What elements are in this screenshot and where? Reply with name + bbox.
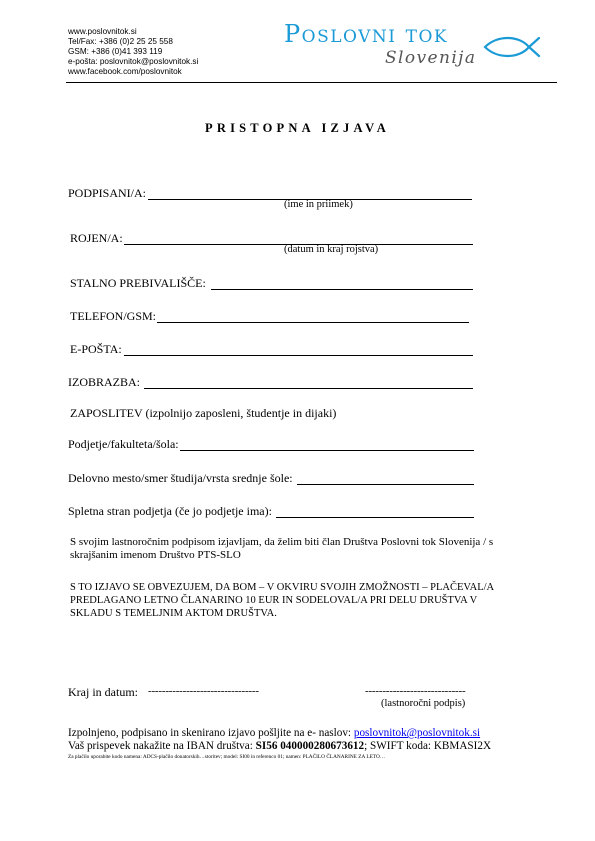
place-date-label: Kraj in datum: xyxy=(68,685,138,699)
send-text: Izpolnjeno, podpisano in skenirano izjavo pošljite na e- naslov: xyxy=(68,727,354,739)
rojen-hint: (datum in kraj rojstva) xyxy=(284,244,379,255)
spletna-label: Spletna stran podjetja (če jo podjetje ima): xyxy=(68,504,272,518)
send-instructions xyxy=(68,727,480,740)
contact-facebook[interactable]: www.facebook.com/poslovnitok xyxy=(68,67,182,77)
payment-note: Za plačilo uporabite kodo namena: ADCS-plačilo donatorskih…storitev; model: SI00 in referenco 01; namen: PLAČILO ČLANARINE ZA LETO… xyxy=(68,754,386,760)
header-divider xyxy=(66,82,557,83)
prebivalisce-label: STALNO PREBIVALIŠČE: xyxy=(70,276,206,290)
podpisani-hint: (ime in priimek) xyxy=(284,199,353,210)
contact-telfax: Tel/Fax: +386 (0)2 25 25 558 xyxy=(68,37,173,47)
contact-email[interactable]: e-pošta: poslovnitok@poslovnitok.si xyxy=(68,57,199,67)
telefon-field[interactable] xyxy=(157,322,469,323)
podjetje-field[interactable] xyxy=(180,450,474,451)
logo-title: Poslovni tok xyxy=(284,20,449,48)
signature-field[interactable]: ----------------------------- xyxy=(365,685,466,697)
fish-icon xyxy=(483,34,541,60)
payment-instructions xyxy=(68,740,491,753)
eposta-label: E-POŠTA: xyxy=(70,342,122,356)
contact-gsm: GSM: +386 (0)41 393 119 xyxy=(68,47,163,57)
signature-hint: (lastnoročni podpis) xyxy=(381,698,466,709)
contact-block xyxy=(68,27,198,77)
send-email-link[interactable]: poslovnitok@poslovnitok.si xyxy=(353,727,481,739)
podpisani-label: PODPISANI/A: xyxy=(68,186,147,200)
podjetje-label: Podjetje/fakulteta/šola: xyxy=(68,437,179,451)
iban-number: SI56 040000280673612 xyxy=(255,740,365,752)
telefon-label: TELEFON/GSM: xyxy=(70,309,157,323)
eposta-field[interactable] xyxy=(124,355,473,356)
obligation-text: S TO IZJAVO SE OBVEZUJEM, DA BOM – V OKVIRU SVOJIH ZMOŽNOSTI – PLAČEVAL/A PREDLAGANO LETNO ČLANARINO 10 EUR IN SODELOVAL/A PRI DELU DRUŠTVA V SKLADU S TEMELJNIM AKTOM DRUŠTVA. xyxy=(70,582,494,619)
swift-code: ; SWIFT koda: KBMASI2X xyxy=(364,740,492,752)
izobrazba-label: IZOBRAZBA: xyxy=(68,375,140,389)
delovno-label: Delovno mesto/smer študija/vrsta srednje šole: xyxy=(68,471,293,485)
spletna-field[interactable] xyxy=(276,517,474,518)
contact-website[interactable]: www.poslovnitok.si xyxy=(68,27,137,36)
rojen-label: ROJEN/A: xyxy=(70,231,123,245)
izobrazba-field[interactable] xyxy=(144,388,473,389)
logo-subtitle: Slovenija xyxy=(385,48,477,68)
declaration-text: S svojim lastnoročnim podpisom izjavljam, da želim biti član Društva Poslovni tok Slovenija / s skrajšanim imenom Društvo PTS-SLO xyxy=(70,536,494,561)
place-date-field[interactable]: -------------------------------- xyxy=(148,685,259,697)
delovno-field[interactable] xyxy=(297,484,474,485)
iban-prefix: Vaš prispevek nakažite na IBAN društva: xyxy=(68,740,256,752)
prebivalisce-field[interactable] xyxy=(211,289,473,290)
page-title: PRISTOPNA IZJAVA xyxy=(205,121,390,135)
zaposlitev-label: ZAPOSLITEV (izpolnijo zaposleni, študentje in dijaki) xyxy=(70,406,337,420)
